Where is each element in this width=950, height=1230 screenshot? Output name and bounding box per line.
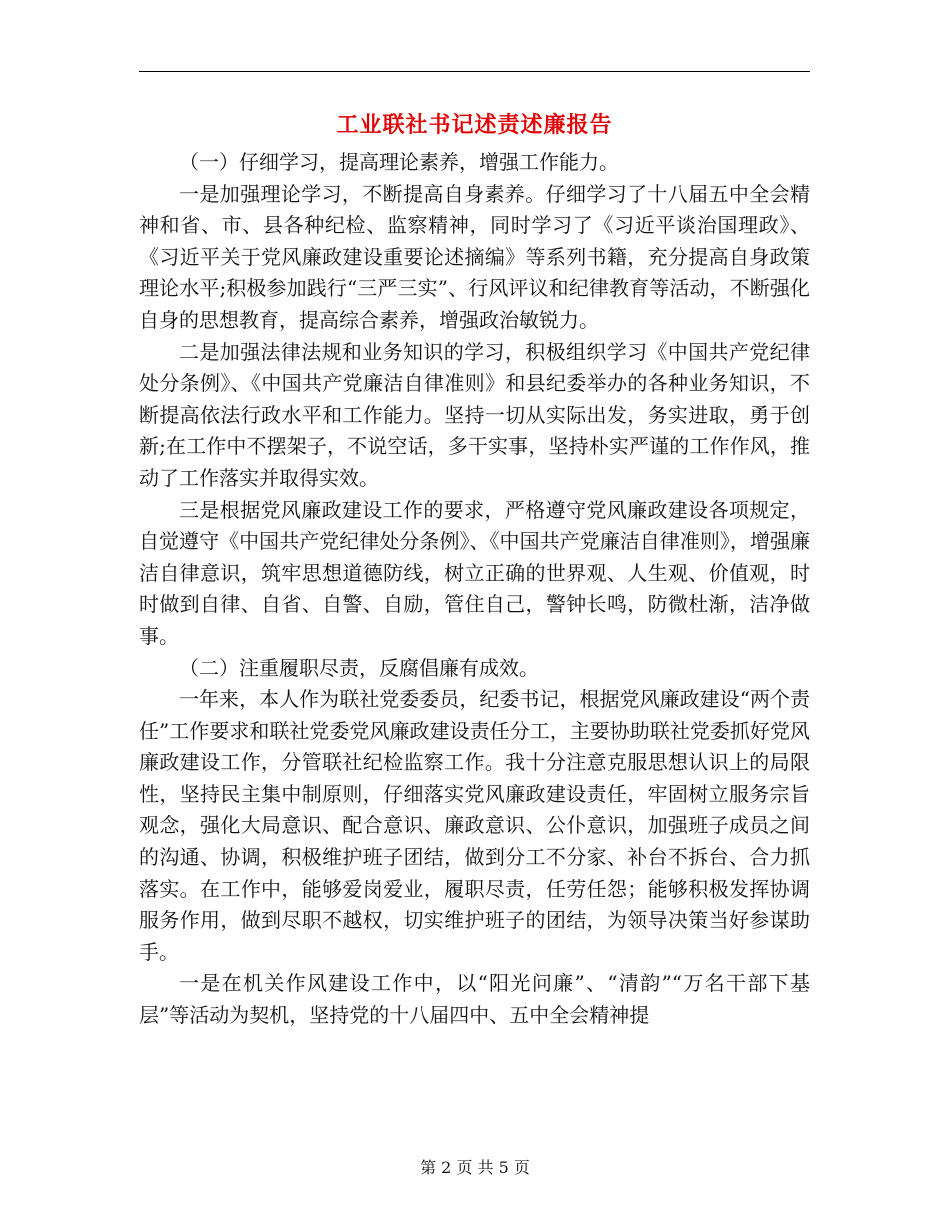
body-paragraph: 三是根据党风廉政建设工作的要求，严格遵守党风廉政建设各项规定，自觉遵守《中国共产党纪律处分条例》、《中国共产党廉洁自律准则》，增强廉洁自律意识，筑牢思想道德防线，树立正确的世界观、人生观、价值观，时时做到自律、自省、自警、自励，管住自己，警钟长鸣，防微杜渐，洁净做事。 <box>139 497 810 648</box>
document-title: 工业联社书记述责述廉报告 <box>336 112 613 138</box>
header-rule <box>139 71 810 72</box>
body-paragraph: 一年来，本人作为联社党委委员，纪委书记，根据党风廉政建设“两个责任”工作要求和联社党委党风廉政建设责任分工，主要协助联社党委抓好党风廉政建设工作，分管联社纪检监察工作。我十分注意克服思想认识上的局限性，坚持民主集中制原则，仔细落实党风廉政建设责任，牢固树立服务宗旨观念，强化大局意识、配合意识、廉政意识、公仆意识，加强班子成员之间的沟通、协调，积极维护班子团结，做到分工不分家、补台不拆台、合力抓落实。在工作中，能够爱岗爱业，履职尽责，任劳任怨；能够积极发挥协调服务作用，做到尽职不越权，切实维护班子的团结，为领导决策当好参谋助手。 <box>139 687 810 964</box>
page-footer: 第 2 页 共 5 页 <box>420 1158 530 1177</box>
section-heading-2: （二）注重履职尽责，反腐倡廉有成效。 <box>179 655 539 680</box>
body-paragraph: 二是加强法律法规和业务知识的学习，积极组织学习《中国共产党纪律处分条例》、《中国共产党廉洁自律准则》和县纪委举办的各种业务知识，不断提高依法行政水平和工作能力。坚持一切从实际出发，务实进取，勇于创新;在工作中不摆架子，不说空话，多干实事，坚持朴实严谨的工作作风，推动了工作落实并取得实效。 <box>139 339 810 490</box>
body-paragraph: 一是在机关作风建设工作中，以“阳光问廉”、“清韵”“万名干部下基层”等活动为契机，坚持党的十八届四中、五中全会精神提 <box>139 971 810 1028</box>
document-body <box>139 147 810 1032</box>
body-paragraph: 一是加强理论学习，不断提高自身素养。仔细学习了十八届五中全会精神和省、市、县各种纪检、监察精神，同时学习了《习近平谈治国理政》、《习近平关于党风廉政建设重要论述摘编》等系列书籍，充分提高自身政策理论水平;积极参加践行“三严三实”、行风评议和纪律教育等活动，不断强化自身的思想教育，提高综合素养，增强政治敏锐力。 <box>139 181 810 332</box>
section-heading-1: （一）仔细学习，提高理论素养，增强工作能力。 <box>179 150 619 174</box>
